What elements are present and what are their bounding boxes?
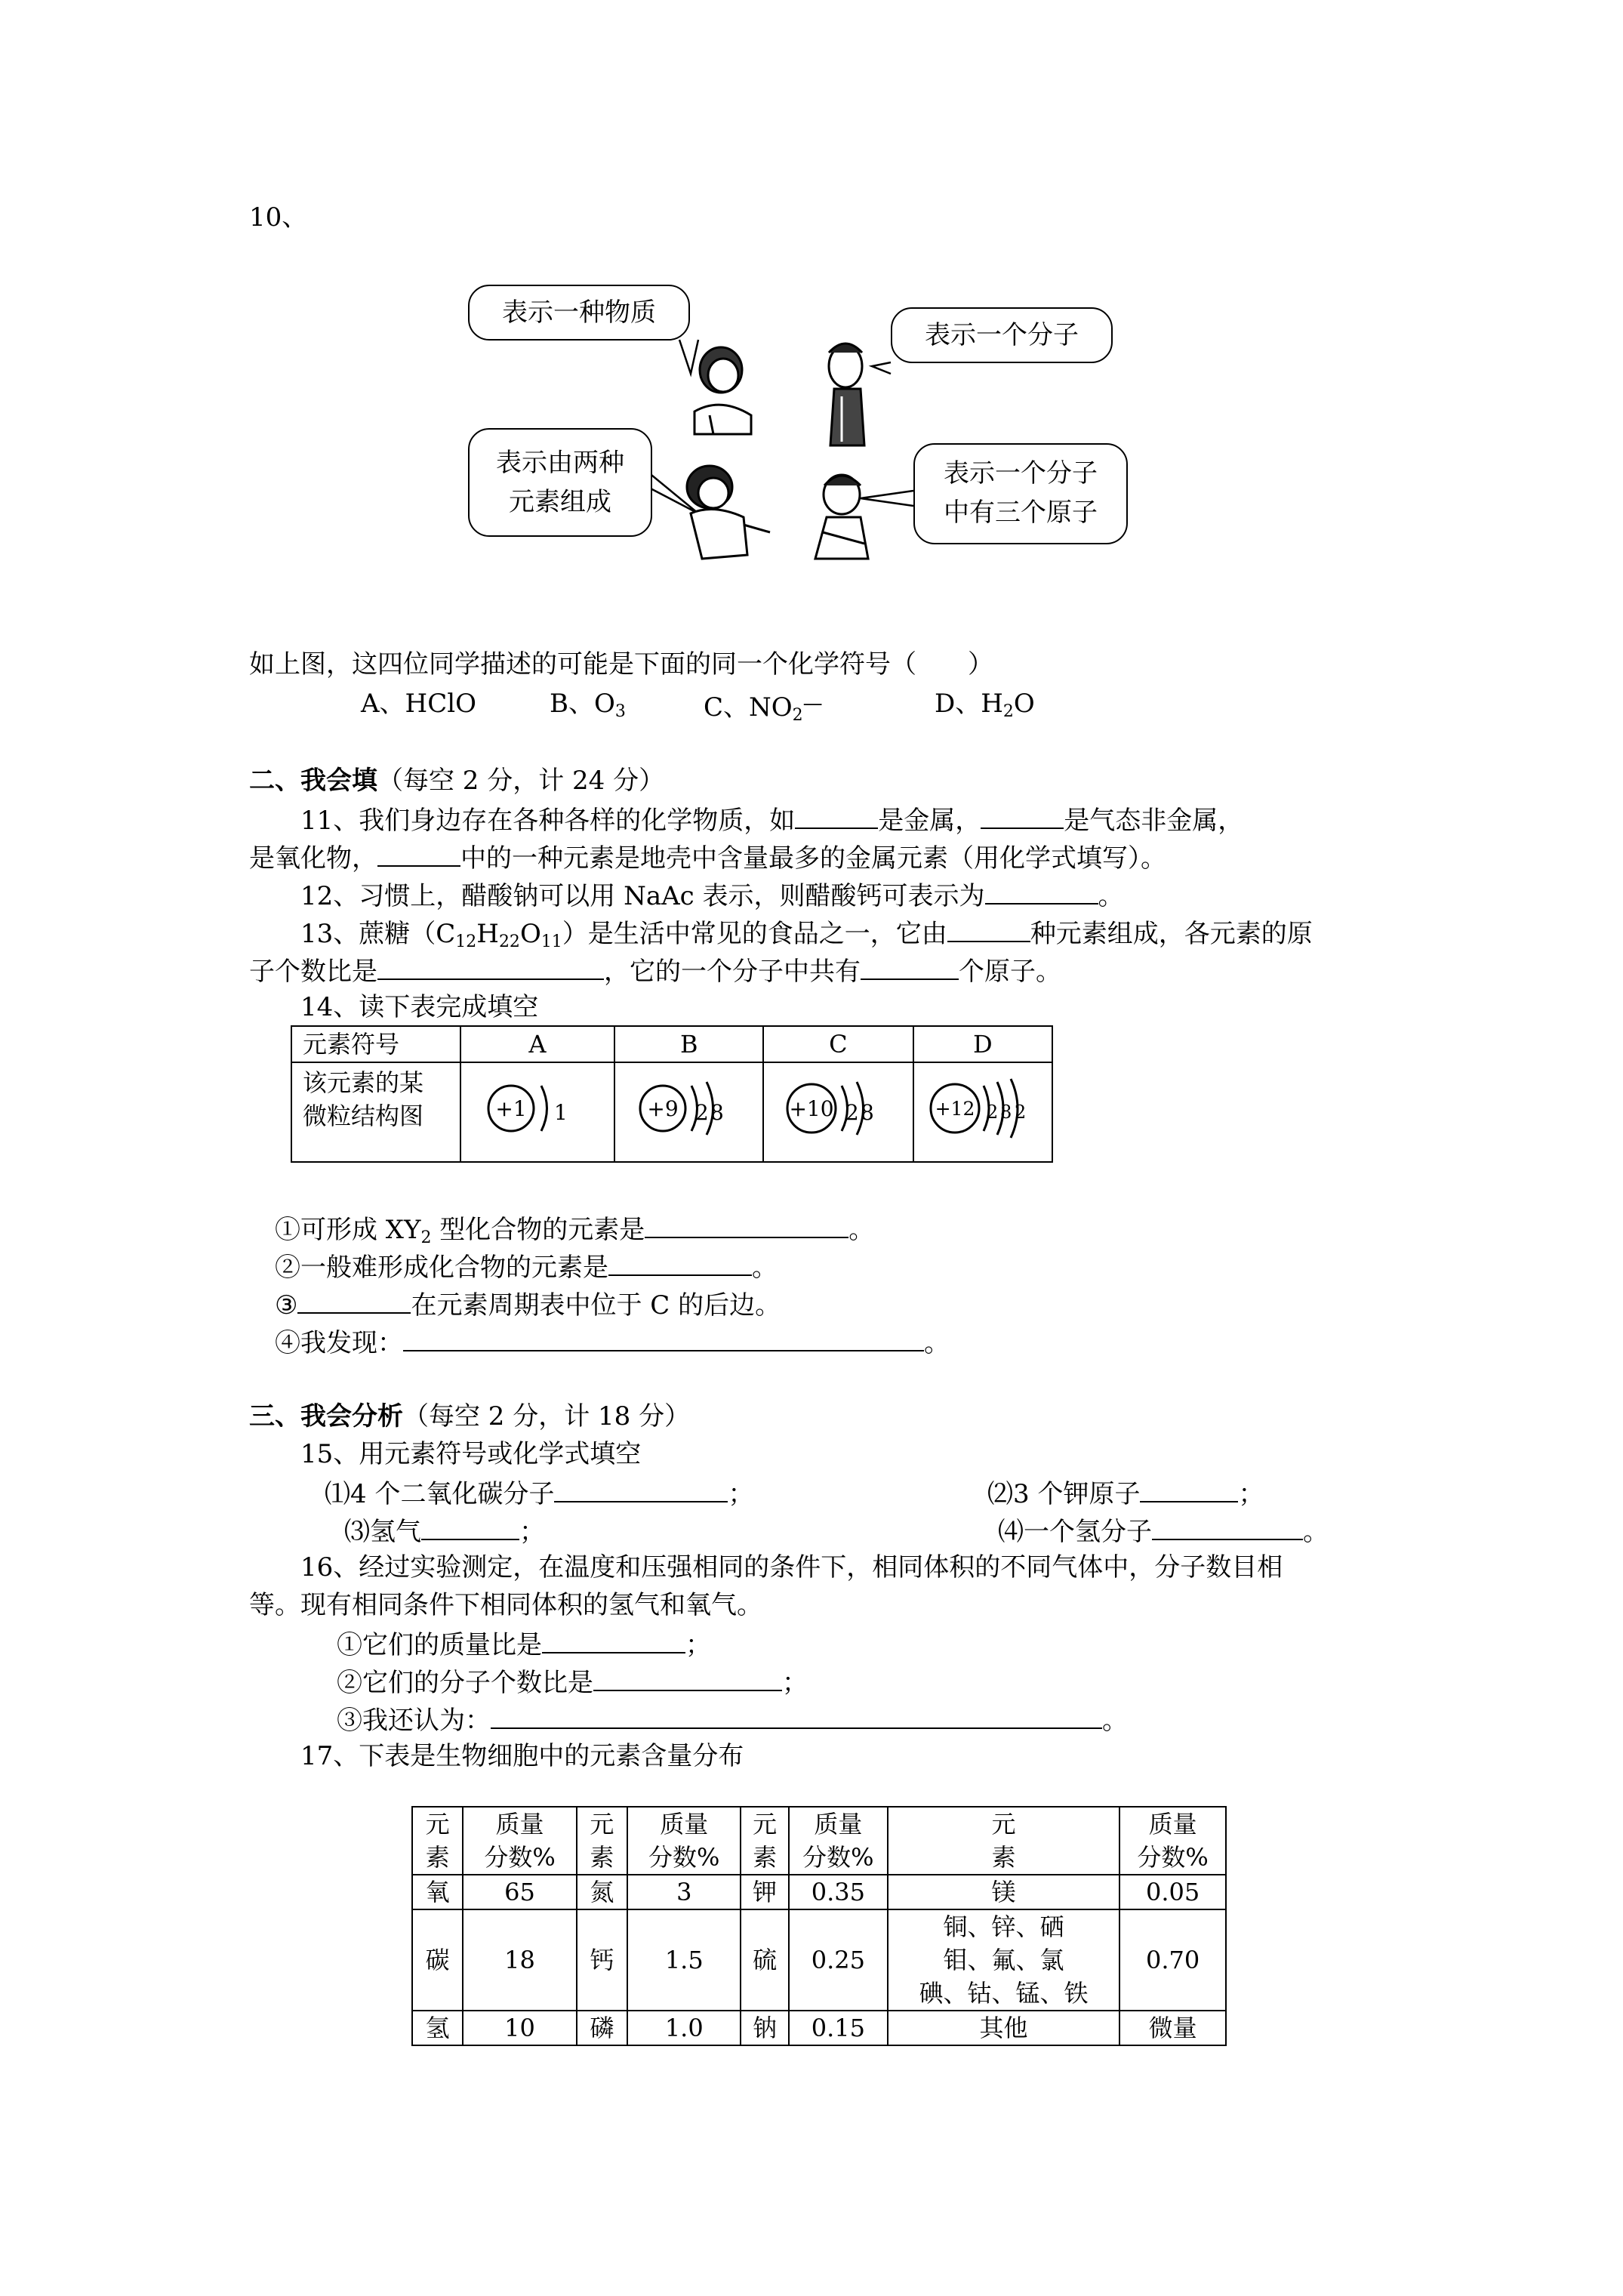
t17-cell: 1.0 [627,2011,741,2045]
bubble-three-atoms [913,443,1128,544]
table14-header-label: 元素符号 [291,1026,460,1062]
nucleus-label: +10 [789,1096,834,1121]
table14-row-label [291,1062,460,1162]
t17-cell: 0.70 [1119,1909,1226,2011]
t17-cell: 3 [627,1875,741,1909]
shell-electrons: 8 [999,1101,1012,1123]
t17-cell: 0.05 [1119,1875,1226,1909]
shell-electrons: 2 [1014,1101,1027,1123]
q10-option-d: D、$H_2O$ [935,689,1035,721]
atom-diagram-a [460,1062,615,1162]
bubble-text: 表示一个分子 [925,320,1079,350]
q16-item-3: ③我还认为： 。 [337,1700,1128,1739]
t17-cell: 磷 [577,2011,627,2045]
shell-electrons: 1 [553,1099,568,1125]
q16-line1: 16、经过实验测定，在温度和压强相同的条件下，相同体积的不同气体中，分子数目相 [300,1552,1283,1583]
atom-structure-d [919,1067,1047,1150]
atom-diagram-c [763,1062,913,1162]
nucleus-label: +9 [647,1096,679,1121]
t17-h-mass: 质量 分数% [1119,1807,1226,1875]
q10-cartoon [453,268,1170,585]
table17 [411,1806,1227,2046]
bubble-text: 表示一种物质 [502,297,656,328]
table14-col-b: B [614,1026,763,1062]
q16-blank-1[interactable] [542,1625,685,1653]
bubble-text-line: 表示由两种 [496,448,624,478]
q16-line2: 等。现有相同条件下相同体积的氢气和氧气。 [249,1590,762,1620]
t17-cell: 0.15 [789,2011,888,2045]
atom-diagram-d [913,1062,1052,1162]
student-boy-top [829,344,864,445]
q16-item-2: ②它们的分子个数比是 ； [337,1663,808,1701]
student-boy-bottom [815,475,868,559]
t17-cell: 10 [463,2011,576,2045]
q11-blank-nonmetal[interactable] [981,800,1064,829]
q13-line2: 子个数比是 ，它的一个分子中共有 个原子。 [249,951,1061,990]
section3-heading: 三、我会分析（每空 2 分，计 18 分） [249,1401,691,1432]
t17-h-elem: 元 素 [412,1807,463,1875]
q16-blank-2[interactable] [593,1663,782,1691]
q15-part-2: ⑵3 个钾原子 ； [987,1474,1264,1512]
q10-number: 10、 [249,202,308,233]
q14-item-1: ①可形成 $XY_2$ 型化合物的元素是 。 [275,1210,874,1248]
t17-cell: 碳 [412,1909,463,2011]
q11-line2: 是氧化物， 中的一种元素是地壳中含量最多的金属元素（用化学式填写）。 [249,838,1166,877]
q10-option-b: B、$O_3$ [550,689,626,721]
t17-cell: 硫 [741,1909,788,2011]
q15-blank-4[interactable] [1152,1512,1303,1540]
q15-blank-1[interactable] [554,1474,728,1502]
q14-blank-3[interactable] [297,1285,411,1314]
t17-cell: 镁 [888,1875,1119,1909]
table-row [412,1875,1226,1909]
nucleus-label: +12 [935,1097,975,1120]
t17-h-mass: 质量 分数% [789,1807,888,1875]
q15-part-4: ⑷一个氢分子 。 [998,1512,1329,1550]
t17-cell: 1.5 [627,1909,741,2011]
row-label-line: 该元素的某 [303,1068,424,1097]
t17-cell: 65 [463,1875,576,1909]
t17-h-elem: 元 素 [741,1807,788,1875]
q14-blank-2[interactable] [608,1247,752,1276]
atom-diagram-b [614,1062,763,1162]
t17-cell: 0.35 [789,1875,888,1909]
row-label-line: 微粒结构图 [303,1102,424,1130]
table-row [412,2011,1226,2045]
q13-blank-ratio[interactable] [377,951,604,980]
bubble-text-line: 中有三个原子 [944,498,1098,528]
q14-item-4: ④我发现： 。 [275,1323,950,1361]
q16-item-1: ①它们的质量比是 ； [337,1625,711,1663]
t17-h-elem: 元 素 [888,1807,1119,1875]
q15-blank-3[interactable] [421,1512,519,1540]
atom-structure-c [770,1067,906,1150]
q14-item-3: ③ 在元素周期表中位于 C 的后边。 [275,1285,781,1324]
q12-blank[interactable] [985,876,1098,905]
bubble-two-elements [468,428,652,537]
t17-cell-multi: 铜、锌、硒 钼、氟、氯 碘、钴、锰、铁 [888,1909,1119,2011]
shell-electrons: 2 [986,1101,999,1123]
shell-electrons: 8 [710,1099,724,1125]
shell-electrons: 8 [861,1099,875,1125]
bubble-substance [468,285,690,341]
shell-electrons: 2 [845,1099,860,1125]
t17-h-mass: 质量 分数% [627,1807,741,1875]
t17-cell: 钙 [577,1909,627,2011]
table14-col-d: D [913,1026,1052,1062]
q14-title: 14、读下表完成填空 [300,992,539,1022]
t17-cell: 微量 [1119,2011,1226,2045]
q14-blank-1[interactable] [645,1210,848,1238]
q12-line: 12、习惯上，醋酸钠可以用 NaAc 表示，则醋酸钙可表示为 。 [300,876,1124,914]
section2-heading: 二、我会填（每空 2 分，计 24 分） [249,766,665,796]
q10-stem: 如上图，这四位同学描述的可能是下面的同一个化学符号（ ） [249,649,993,680]
q10-option-c: C、$NO_2^—$ [704,692,823,725]
t17-cell: 钾 [741,1875,788,1909]
bubble-text-line: 元素组成 [509,487,611,517]
student-girl-bottom [687,466,770,559]
bubble-text-line: 表示一个分子 [944,458,1098,488]
q15-part-1: ⑴4 个二氧化碳分子 ； [325,1474,753,1512]
table14 [291,1025,1053,1163]
q15-part-3: ⑶氢气 ； [344,1512,545,1550]
q10-option-a: A、HClO [361,689,476,719]
atom-structure-a [470,1067,605,1150]
q13-blank-elements[interactable] [947,914,1030,942]
nucleus-label: +1 [495,1096,527,1121]
q13-blank-atoms[interactable] [861,951,959,980]
t17-cell: 其他 [888,2011,1119,2045]
q14-item-2: ②一般难形成化合物的元素是 。 [275,1247,778,1286]
q16-blank-3[interactable] [491,1700,1102,1729]
t17-h-mass: 质量 分数% [463,1807,576,1875]
shell-electrons: 2 [694,1099,709,1125]
q11-line1: 11、我们身边存在各种各样的化学物质，如 是金属， 是气态非金属， [300,800,1243,839]
q15-title: 15、用元素符号或化学式填空 [300,1439,642,1469]
q14-blank-4[interactable] [403,1323,924,1351]
t17-cell: 氢 [412,2011,463,2045]
student-girl-top [694,347,751,434]
t17-h-elem: 元 素 [577,1807,627,1875]
t17-cell: 氮 [577,1875,627,1909]
q13-line1: 13、蔗糖$(C_{12}H_{22}O_{11})$是生活中常见的食品之一，它由 种元素组成，各元素的原 [300,914,1313,952]
atom-structure-b [621,1067,757,1150]
t17-cell: 0.25 [789,1909,888,2011]
table14-col-c: C [763,1026,913,1062]
t17-cell: 18 [463,1909,576,2011]
bubble-molecule [891,307,1113,363]
q17-title: 17、下表是生物细胞中的元素含量分布 [300,1741,744,1771]
table-row [412,1909,1226,2011]
t17-cell: 氧 [412,1875,463,1909]
table14-col-a: A [460,1026,615,1062]
t17-cell: 钠 [741,2011,788,2045]
q15-blank-2[interactable] [1140,1474,1238,1502]
q11-blank-compound[interactable] [377,838,460,867]
q11-blank-metal[interactable] [795,800,878,829]
